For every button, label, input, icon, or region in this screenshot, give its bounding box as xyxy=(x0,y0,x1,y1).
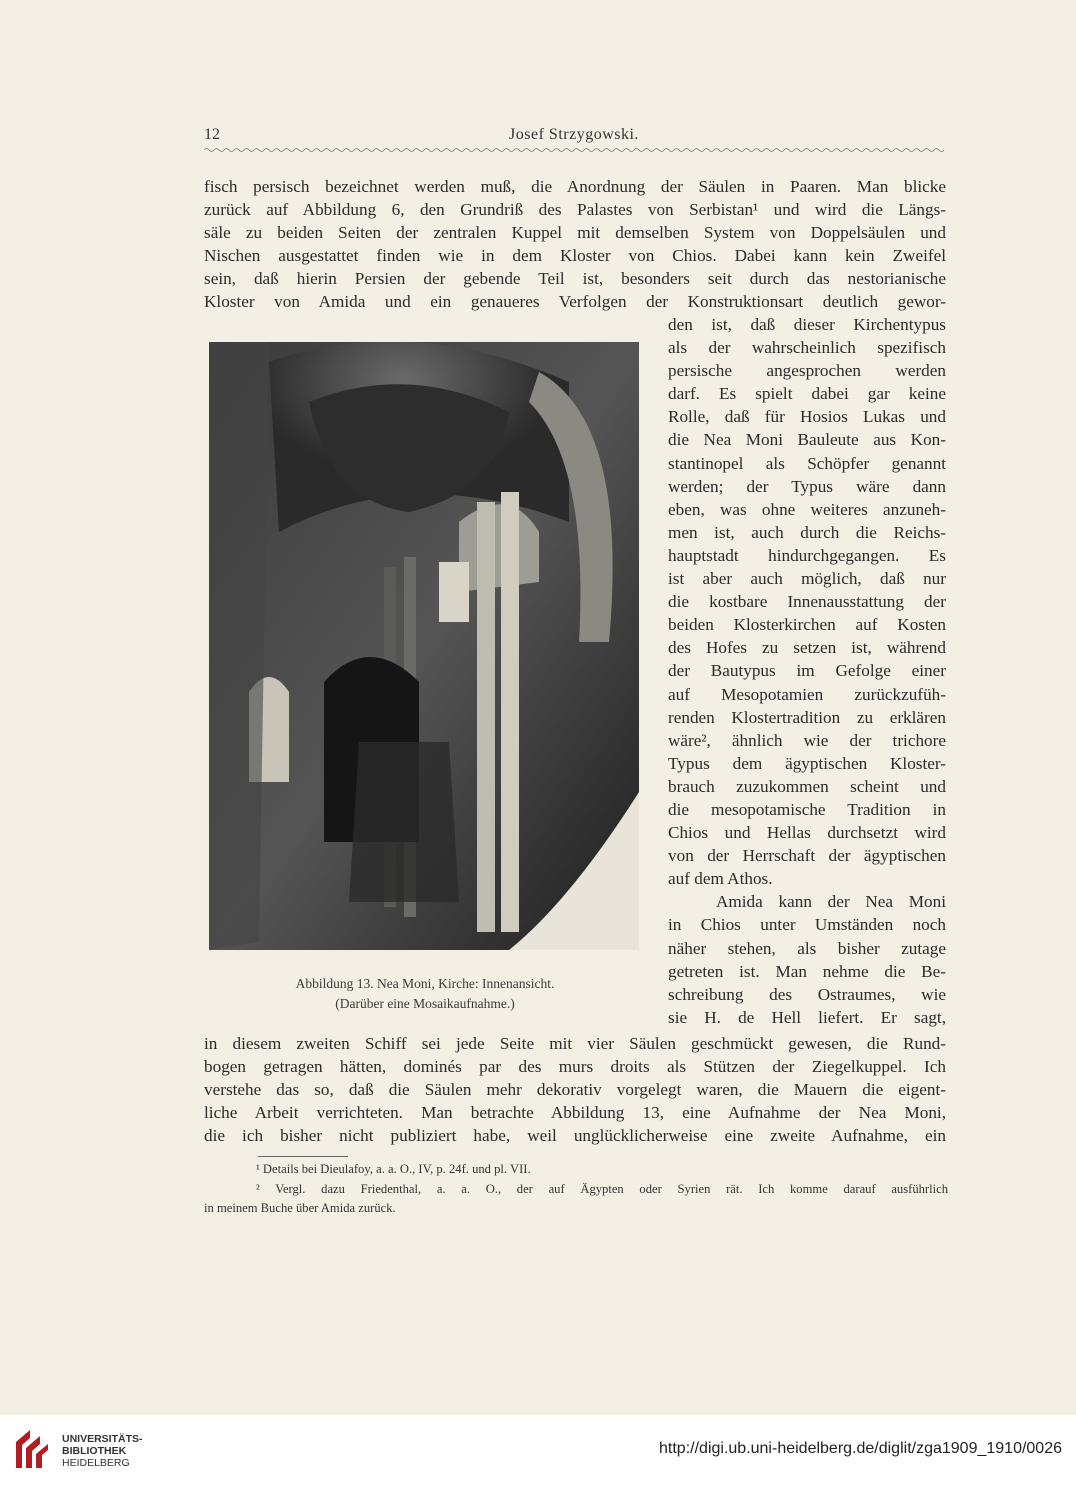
text-line: näher stehen, als bisher zutage xyxy=(668,938,946,958)
footnote-2: ² Vergl. dazu Friedenthal, a. a. O., der auf Ägypten oder Syrien rät. Ich komme darauf ausführlich xyxy=(256,1181,948,1196)
text-line: getreten ist. Man nehme die Be- xyxy=(668,961,946,981)
text-line: liche Arbeit verrichteten. Man betrachte Abbildung 13, eine Aufnahme der Nea Moni, xyxy=(204,1103,946,1123)
text-line: in diesem zweiten Schiff sei jede Seite mit vier Säulen geschmückt gewesen, die Rund- xyxy=(204,1034,946,1053)
text-line: auf Mesopotamien zurückzufüh- xyxy=(668,684,946,704)
text-line: men ist, auch durch die Reichs- xyxy=(668,522,946,542)
text-line: der Bautypus im Gefolge einer xyxy=(668,661,946,681)
text-line: verstehe das so, daß die Säulen mehr dekorativ vorgelegt waren, die Mauern die eigent- xyxy=(204,1080,946,1100)
text-line: eben, was ohne weiteres anzuneh- xyxy=(668,499,946,519)
text-line: fisch persisch bezeichnet werden muß, die Anordnung der Säulen in Paaren. Man blicke xyxy=(204,177,946,196)
text-line: von der Herrschaft der ägyptischen xyxy=(668,846,946,866)
footnote-2-continuation: in meinem Buche über Amida zurück. xyxy=(204,1201,396,1215)
text-line: wäre², ähnlich wie der trichore xyxy=(668,730,946,750)
header-wavy-rule xyxy=(204,146,944,154)
text-line: persische angesprochen werden xyxy=(668,361,946,381)
running-title: Josef Strzygowski. xyxy=(509,126,639,143)
text-line: Typus dem ägyptischen Kloster- xyxy=(668,753,946,773)
library-line: HEIDELBERG xyxy=(62,1457,130,1469)
text-line: zurück auf Abbildung 6, den Grundriß des Palastes von Serbistan¹ und wird die Längs- xyxy=(204,200,946,220)
paragraph-top xyxy=(204,175,946,314)
text-line: den ist, daß dieser Kirchentypus xyxy=(668,315,946,334)
text-line: Chios und Hellas durchsetzt wird xyxy=(668,823,946,843)
caption-line: (Darüber eine Mosaikaufnahme.) xyxy=(335,996,515,1011)
footnote-divider xyxy=(258,1156,348,1157)
photo-illustration xyxy=(209,342,639,950)
text-line: des Hofes zu setzen ist, während xyxy=(668,638,946,658)
text-line: in Chios unter Umständen noch xyxy=(668,915,946,935)
text-line: sie H. de Hell liefert. Er sagt, xyxy=(668,1007,946,1027)
text-line: säle zu beiden Seiten der zentralen Kuppel mit demselben System von Doppelsäulen und xyxy=(204,223,946,243)
text-line: als der wahrscheinlich spezifisch xyxy=(668,338,946,358)
text-line: die kostbare Innenausstattung der xyxy=(668,592,946,612)
text-line: beiden Klosterkirchen auf Kosten xyxy=(668,615,946,635)
text-line: stantinopel als Schöpfer genannt xyxy=(668,453,946,473)
footnote-1: ¹ Details bei Dieulafoy, a. a. O., IV, p. 24f. und pl. VII. xyxy=(256,1162,531,1176)
paragraph-right-column xyxy=(668,313,946,1029)
text-line: sein, daß hierin Persien der gebende Teil ist, besonders seit durch das nestorianische xyxy=(204,269,946,289)
page-number: 12 xyxy=(204,126,220,143)
text-line: auf dem Athos. xyxy=(668,869,773,889)
text-line: brauch zuzukommen scheint und xyxy=(668,776,946,796)
text-line: bogen getragen hätten, dominés par des murs droits als Stützen der Ziegelkuppel. Ich xyxy=(204,1057,946,1077)
text-line: Nischen ausgestattet finden wie in dem Kloster von Chios. Dabei kann kein Zweifel xyxy=(204,246,946,266)
text-line: Kloster von Amida und ein genaueres Verfolgen der Konstruktionsart deutlich gewor- xyxy=(204,292,946,312)
library-line: UNIVERSITÄTS- xyxy=(62,1433,143,1445)
text-line: darf. Es spielt dabei gar keine xyxy=(668,384,946,404)
library-name xyxy=(62,1433,143,1469)
figure-caption xyxy=(205,974,645,1014)
figure-photo-nea-moni-interior xyxy=(209,342,639,950)
source-url-link[interactable]: http://digi.ub.uni-heidelberg.de/diglit/zga1909_1910/0026 xyxy=(659,1440,1062,1457)
text-line: ist aber auch möglich, daß nur xyxy=(668,569,946,589)
paragraph-bottom xyxy=(204,1032,946,1147)
text-line: werden; der Typus wäre dann xyxy=(668,476,946,496)
university-library-logo-icon xyxy=(12,1428,52,1472)
text-line: schreibung des Ostraumes, wie xyxy=(668,984,946,1004)
library-line: BIBLIOTHEK xyxy=(62,1445,127,1457)
text-line: die mesopotamische Tradition in xyxy=(668,799,946,819)
text-line: renden Klostertradition zu erklären xyxy=(668,707,946,727)
text-line: Amida kann der Nea Moni xyxy=(716,892,946,912)
text-line: die ich bisher nicht publiziert habe, weil unglücklicherweise eine zweite Aufnahme, ein xyxy=(204,1126,946,1146)
text-line: hauptstadt hindurchgegangen. Es xyxy=(668,545,946,565)
caption-line: Abbildung 13. Nea Moni, Kirche: Innenansicht. xyxy=(295,976,555,991)
text-line: Rolle, daß für Hosios Lukas und xyxy=(668,407,946,427)
text-line: die Nea Moni Bauleute aus Kon- xyxy=(668,430,946,450)
footnotes xyxy=(204,1160,948,1219)
